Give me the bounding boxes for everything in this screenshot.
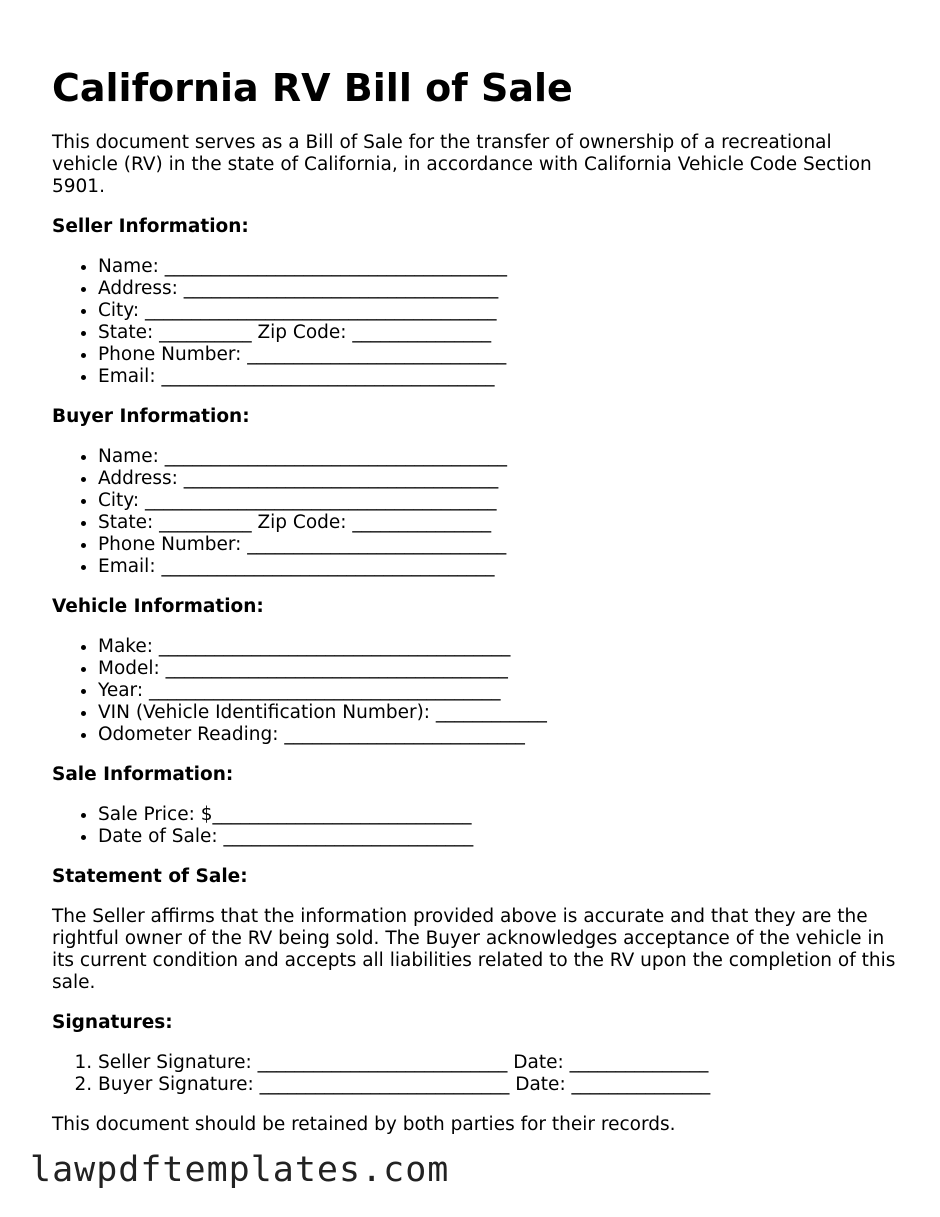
- signatures-heading: Signatures:: [52, 1012, 173, 1033]
- buyer-list: [52, 446, 902, 578]
- buyer-email-field[interactable]: • Email: ____________________________________: [98, 556, 902, 578]
- seller-city-field[interactable]: • City: ______________________________________: [98, 300, 902, 322]
- seller-address-field[interactable]: • Address: __________________________________: [98, 278, 902, 300]
- vehicle-model-field[interactable]: • Model: _____________________________________: [98, 658, 902, 680]
- buyer-signature-field[interactable]: 2. Buyer Signature: ___________________________ Date: _______________: [98, 1074, 902, 1096]
- buyer-heading: Buyer Information:: [52, 406, 250, 427]
- sale-list: [52, 804, 902, 848]
- seller-name-field[interactable]: • Name: _____________________________________: [98, 256, 902, 278]
- vehicle-year-field[interactable]: • Year: ______________________________________: [98, 680, 902, 702]
- sale-date-field[interactable]: • Date of Sale: ___________________________: [98, 826, 902, 848]
- seller-email-field[interactable]: • Email: ____________________________________: [98, 366, 902, 388]
- sale-price-field[interactable]: • Sale Price: $____________________________: [98, 804, 902, 826]
- signatures-list: [52, 1052, 902, 1096]
- buyer-state-zip-field[interactable]: • State: __________ Zip Code: _______________: [98, 512, 902, 534]
- document-title: California RV Bill of Sale: [52, 66, 573, 110]
- statement-paragraph: The Seller affirms that the information provided above is accurate and that they are the rightful owner of the RV being sold. The Buyer acknowledges acceptance of the vehicle in its current condition and accepts all liabilities related to the RV upon the completion of this sale.: [52, 906, 896, 993]
- closing-note: This document should be retained by both parties for their records.: [52, 1114, 676, 1135]
- seller-signature-field[interactable]: 1. Seller Signature: ___________________________ Date: _______________: [98, 1052, 902, 1074]
- watermark-text: lawpdftemplates.com: [30, 1150, 450, 1190]
- vehicle-heading: Vehicle Information:: [52, 596, 264, 617]
- vehicle-list: [52, 636, 902, 746]
- document-page: [52, 62, 902, 1136]
- seller-state-zip-field[interactable]: • State: __________ Zip Code: _______________: [98, 322, 902, 344]
- intro-paragraph: This document serves as a Bill of Sale for the transfer of ownership of a recreational vehicle (RV) in the state of California, in accordance with California Vehicle Code Section 5901.: [52, 132, 872, 197]
- buyer-city-field[interactable]: • City: ______________________________________: [98, 490, 902, 512]
- seller-list: [52, 256, 902, 388]
- statement-heading: Statement of Sale:: [52, 866, 248, 887]
- vehicle-vin-field[interactable]: • VIN (Vehicle Identification Number): ____________: [98, 702, 902, 724]
- vehicle-make-field[interactable]: • Make: ______________________________________: [98, 636, 902, 658]
- vehicle-odometer-field[interactable]: • Odometer Reading: __________________________: [98, 724, 902, 746]
- buyer-phone-field[interactable]: • Phone Number: ____________________________: [98, 534, 902, 556]
- seller-phone-field[interactable]: • Phone Number: ____________________________: [98, 344, 902, 366]
- buyer-address-field[interactable]: • Address: __________________________________: [98, 468, 902, 490]
- buyer-name-field[interactable]: • Name: _____________________________________: [98, 446, 902, 468]
- seller-heading: Seller Information:: [52, 216, 249, 237]
- sale-heading: Sale Information:: [52, 764, 234, 785]
